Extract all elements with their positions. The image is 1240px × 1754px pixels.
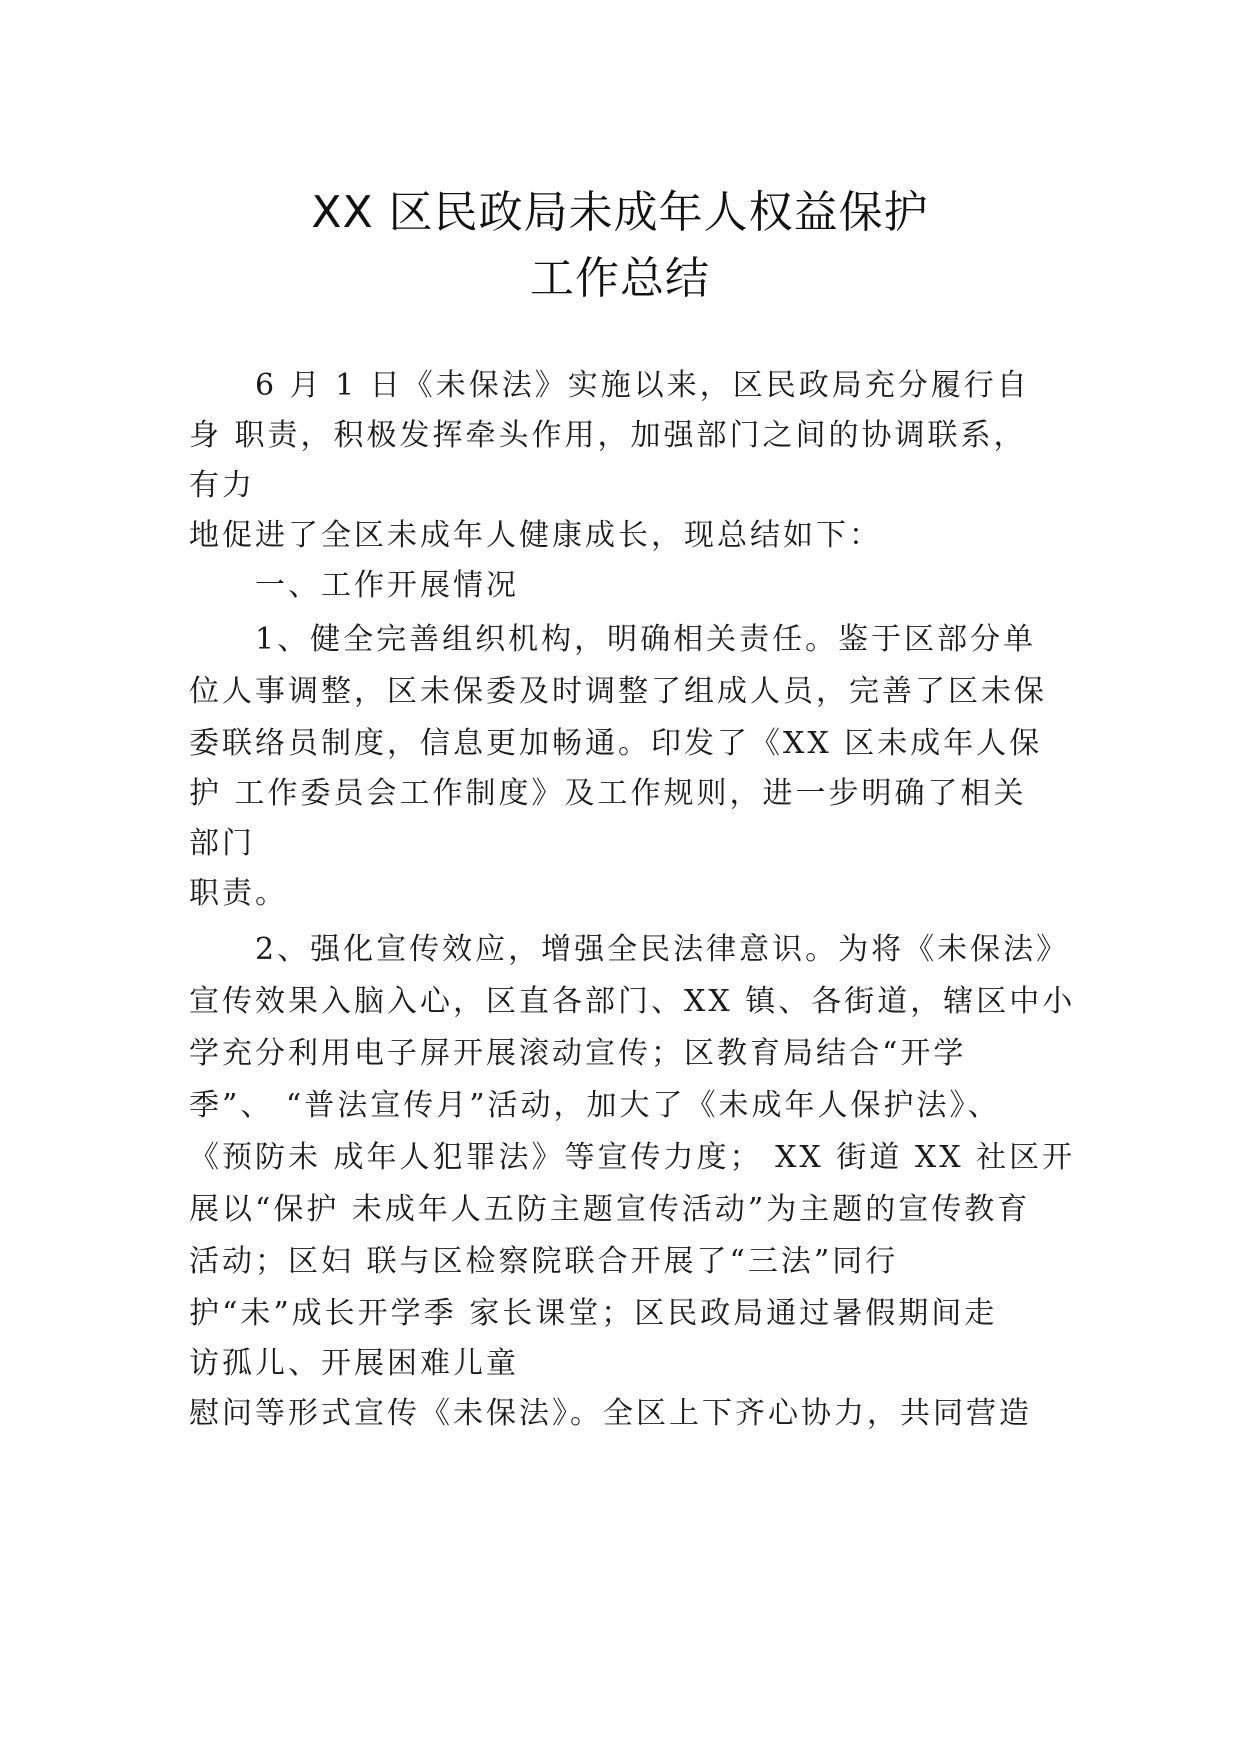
- body-line: 2、强化宣传效应，增强全民法律意识。为将《未保法》: [255, 932, 1070, 967]
- body-line: 位人事调整，区未保委及时调整了组成人员，完善了区未保: [189, 674, 1047, 709]
- body-line: 地促进了全区未成年人健康成长，现总结如下：: [189, 518, 882, 553]
- document-title-line-1: XX 区民政局未成年人权益保护: [311, 187, 929, 238]
- body-line: 学充分利用电子屏开展滚动宣传；区教育局结合“开学: [189, 1036, 967, 1071]
- body-line: 护 工作委员会工作制度》及工作规则，进一步明确了相关: [189, 776, 1027, 811]
- body-line: 身 职责，积极发挥牵头作用，加强部门之间的协调联系，: [189, 418, 1027, 453]
- body-line: 慰问等形式宣传《未保法》。全区上下齐心协力，共同营造: [189, 1396, 1032, 1431]
- body-line: 有力: [189, 468, 255, 503]
- body-line: 6 月 1 日《未保法》实施以来，区民政局充分履行自: [255, 368, 1030, 403]
- body-line: 委联络员制度，信息更加畅通。印发了《XX 区未成年人保: [189, 726, 1043, 761]
- section-heading: 一、工作开展情况: [255, 568, 519, 603]
- body-line: 1、健全完善组织机构，明确相关责任。鉴于区部分单: [255, 622, 1037, 657]
- body-line: 护“未”成长开学季 家长课堂；区民政局通过暑假期间走: [189, 1296, 998, 1331]
- body-line: 职责。: [189, 876, 288, 911]
- body-line: 季”、 “普法宣传月”活动，加大了《未成年人保护法》、: [189, 1088, 1001, 1123]
- body-line: 《预防未 成年人犯罪法》等宣传力度； XX 街道 XX 社区开: [189, 1140, 1076, 1175]
- document-title-line-2: 工作总结: [530, 253, 710, 304]
- body-line: 宣传效果入脑入心，区直各部门、XX 镇、各街道，辖区中小: [189, 984, 1076, 1019]
- body-line: 部门: [189, 826, 255, 861]
- body-line: 访孤儿、开展困难儿童: [189, 1346, 519, 1381]
- body-line: 活动；区妇 联与区检察院联合开展了“三法”同行: [189, 1244, 899, 1279]
- body-line: 展以“保护 未成年人五防主题宣传活动”为主题的宣传教育: [189, 1192, 1031, 1227]
